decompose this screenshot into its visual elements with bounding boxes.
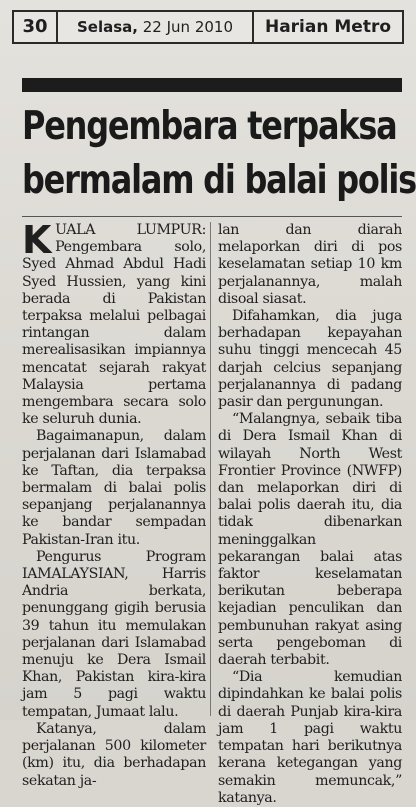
article-paragraph: Bagaimanapun, dalam perjalanan dari Islamabad ke Taftan, dia terpaksa bermalam di balai polis sepanjang perjalanannya ke bandar sempadan Pakistan-Iran itu. (22, 428, 206, 548)
article-paragraph: “Malangnya, sebaik tiba di Dera Ismail Khan di wilayah North West Frontier Province (NWFP) dan melaporkan diri di balai polis daerah itu, dia tidak dibenarkan meninggalkan pekarangan balai atas faktor keselamatan berikutan beberapa kejadian penculikan dan pembunuhan rakyat asing serta pengeboman di daerah terbabit. (218, 411, 402, 669)
drop-cap: K (22, 218, 52, 262)
article-paragraph: Difahamkan, dia juga berhadapan kepayahan suhu tinggi mencecah 45 darjah celcius sepanjang perjalanannya di padang pasir dan pergunungan. (218, 308, 402, 411)
issue-date (58, 10, 254, 44)
article-headline (22, 100, 416, 208)
column-divider (210, 222, 211, 716)
section-rule (22, 78, 402, 92)
article-column-left (22, 218, 206, 790)
headline-line-2: bermalam di balai polis (22, 158, 416, 203)
headline-line-1: Pengembara terpaksa (22, 104, 397, 149)
issue-date-text: 22 Jun 2010 (142, 18, 233, 36)
page-number: 30 (12, 10, 58, 44)
headline-divider (22, 216, 402, 217)
article-paragraph: lan dan diarah melaporkan diri di pos keselamatan setiap 10 km perjalanannya, malah disoal siasat. (218, 222, 402, 307)
article-paragraph: “Dia kemudian dipindahkan ke balai polis di daerah Punjab kira-kira jam 1 pagi waktu tempatan hari berikutnya kerana ketegangan yang semakin memuncak,” katanya. (218, 669, 402, 806)
issue-day: Selasa, (76, 18, 138, 36)
paragraph-text: UALA LUMPUR: Pengembara solo, Syed Ahmad Abdul Hadi Syed Hussien, yang kini berada di Pakistan terpaksa melalui pelbagai rintangan dalam merealisasikan impiannya mencatat sejarah rakyat Malaysia pertama mengembara secara solo ke seluruh dunia. (22, 222, 206, 428)
article-column-right (218, 222, 402, 807)
page-header (12, 10, 404, 44)
publication-name: Harian Metro (254, 10, 404, 44)
article-paragraph: Katanya, dalam perjalanan 500 kilometer (km) itu, dia berhadapan sekatan ja- (22, 720, 206, 789)
article-paragraph (22, 218, 206, 428)
article-paragraph: Pengurus Program IAMALAYSIAN, Harris Andria berkata, penunggang gigih berusia 39 tahun itu memulakan perjalanan dari Islamabad menuju ke Dera Ismail Khan, Pakistan kira-kira jam 5 pagi waktu tempatan, Jumaat lalu. (22, 548, 206, 720)
